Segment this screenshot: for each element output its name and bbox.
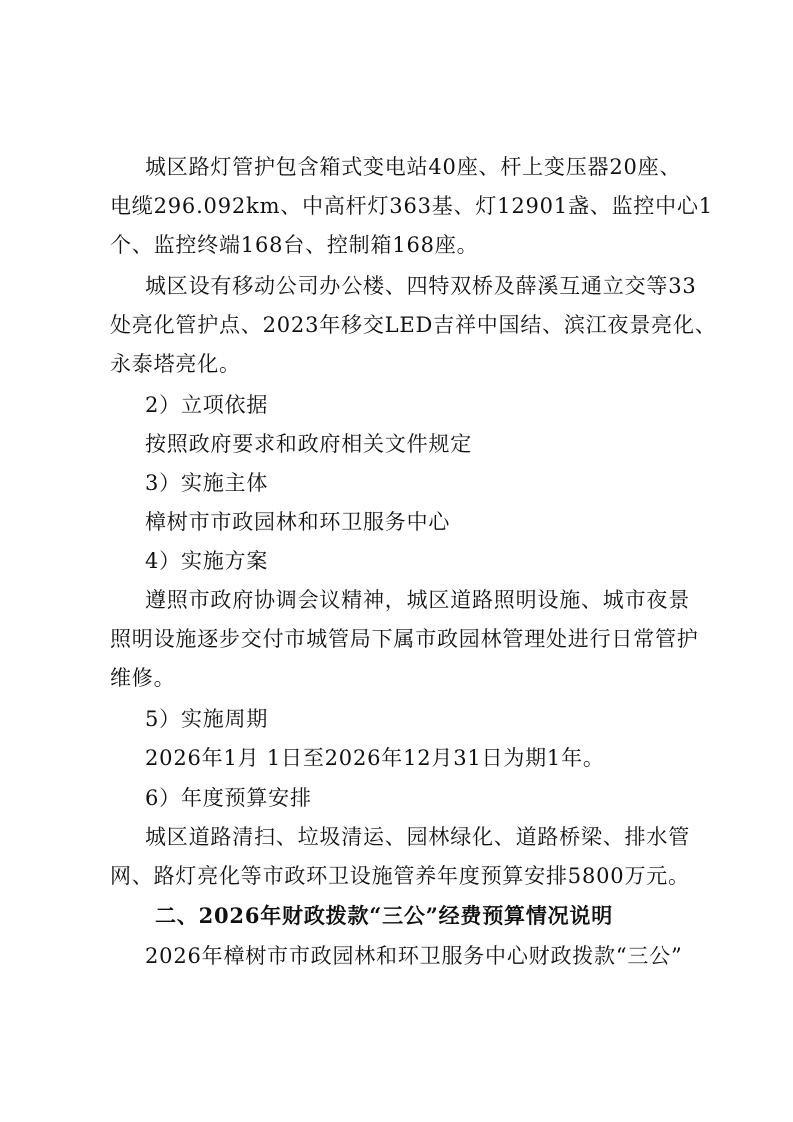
paragraph-line: 照明设施逐步交付市城管局下属市政园林管理处进行日常管护 bbox=[110, 627, 699, 651]
paragraph-line: 2026年1月 1日至2026年12月31日为期1年。 bbox=[145, 746, 605, 770]
paragraph-line: 维修。 bbox=[110, 666, 176, 690]
paragraph-line: 网、路灯亮化等市政环卫设施管养年度预算安排5800万元。 bbox=[110, 864, 690, 888]
section-heading: 2）立项依据 bbox=[145, 393, 269, 417]
section-heading: 6）年度预算安排 bbox=[145, 786, 312, 810]
paragraph-line: 城区路灯管护包含箱式变电站40座、杆上变压器20座、 bbox=[145, 155, 682, 179]
section-heading: 4）实施方案 bbox=[145, 549, 269, 573]
section-title: 二、2026年财政拨款“三公”经费预算情况说明 bbox=[155, 903, 614, 928]
paragraph-line: 永泰塔亮化。 bbox=[110, 352, 241, 376]
section-heading: 5）实施周期 bbox=[145, 707, 269, 731]
section-heading: 3）实施主体 bbox=[145, 471, 269, 495]
paragraph-line: 按照政府要求和政府相关文件规定 bbox=[145, 432, 472, 456]
paragraph-line: 2026年樟树市市政园林和环卫服务中心财政拨款“三公” bbox=[145, 944, 683, 968]
paragraph-line: 城区道路清扫、垃圾清运、园林绿化、道路桥梁、排水管 bbox=[145, 825, 690, 849]
paragraph-line: 樟树市市政园林和环卫服务中心 bbox=[145, 510, 451, 534]
paragraph-line: 电缆296.092km、中高杆灯363基、灯12901盏、监控中心1 bbox=[110, 194, 713, 218]
paragraph-line: 遵照市政府协调会议精神，城区道路照明设施、城市夜景 bbox=[145, 588, 690, 612]
paragraph-line: 城区设有移动公司办公楼、四特双桥及薛溪互通立交等33 bbox=[145, 274, 697, 298]
paragraph-line: 处亮化管护点、2023年移交LED吉祥中国结、滨江夜景亮化、 bbox=[110, 313, 717, 337]
paragraph-line: 个、监控终端168台、控制箱168座。 bbox=[110, 233, 479, 257]
